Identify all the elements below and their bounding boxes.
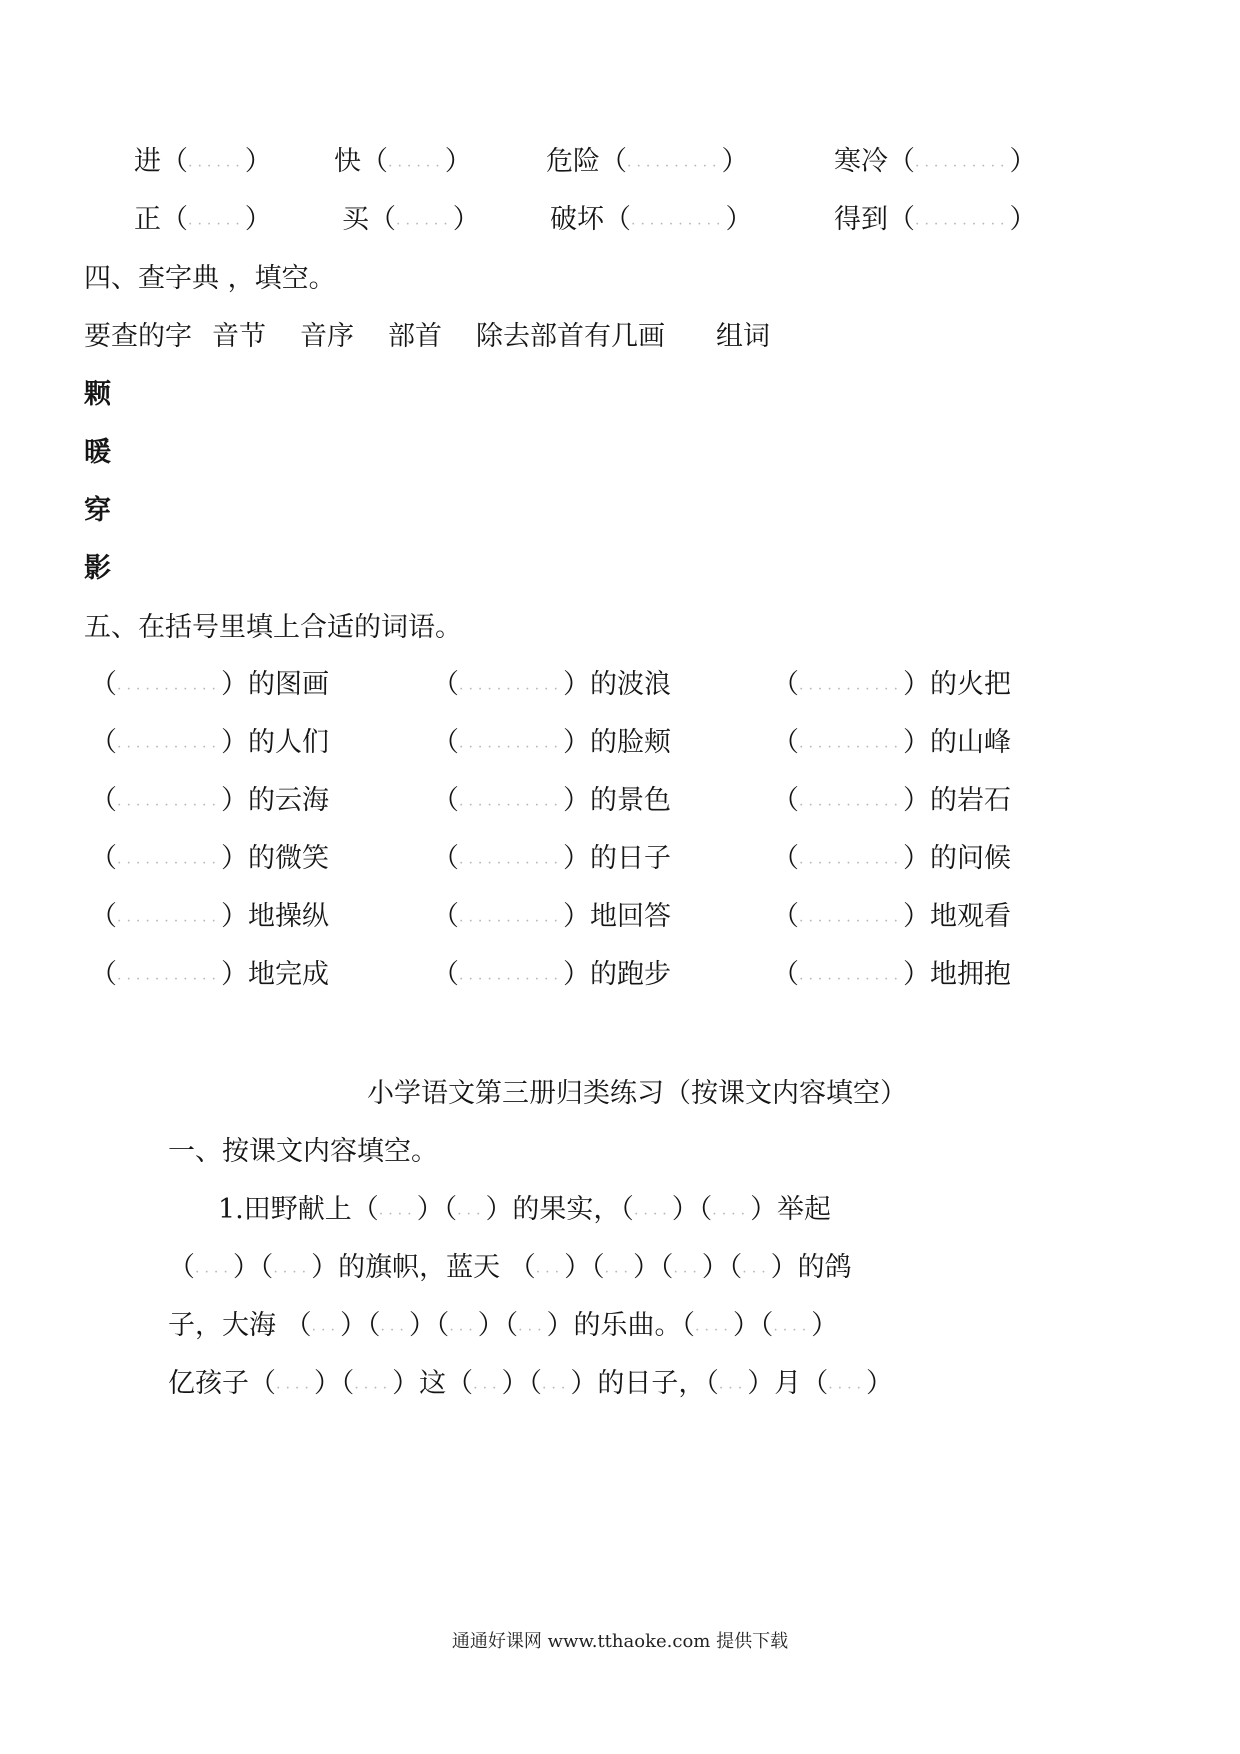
header-syllable: 音节 xyxy=(212,321,266,352)
phrase: 的火把 xyxy=(929,669,1011,700)
text-seg: （ xyxy=(168,1252,195,1283)
text-seg: ）（ xyxy=(564,1252,605,1283)
header-order: 音序 xyxy=(300,321,354,352)
text-seg: ）的旗帜，蓝天 （ xyxy=(311,1252,536,1283)
text-seg: ）这（ xyxy=(392,1368,474,1399)
text-seg: ）（ xyxy=(408,1310,450,1341)
antonym-word: 快 xyxy=(334,146,361,177)
text-seg: ）的日子，（ xyxy=(570,1368,719,1399)
lookup-char: 暖 xyxy=(84,437,111,468)
text-seg: 子，大海 （ xyxy=(168,1310,312,1341)
phrase: 的岩石 xyxy=(929,785,1011,816)
phrase: 的微笑 xyxy=(247,843,329,874)
page-title: 小学语文第三册归类练习（按课文内容填空） xyxy=(367,1078,907,1109)
text-seg: ）月（ xyxy=(747,1368,829,1399)
phrase: 地观看 xyxy=(929,901,1011,932)
fill-line-2: （....）（....）的旗帜，蓝天 （...）（...）（...）（...）的鸽 xyxy=(168,1252,852,1283)
header-words: 组词 xyxy=(716,321,770,352)
text-seg: ）的鸽 xyxy=(770,1252,852,1283)
phrase: 地完成 xyxy=(247,959,329,990)
text-seg: ）（ xyxy=(313,1368,355,1399)
phrase: 的跑步 xyxy=(589,959,671,990)
text-seg: ）举起 xyxy=(750,1194,832,1225)
text-seg: ）（ xyxy=(701,1252,743,1283)
text-seg: ）的果实，（ xyxy=(485,1194,634,1225)
fill-line-3: 子，大海 （...）（...）（...）（...）的乐曲。（....）（....） xyxy=(168,1310,839,1341)
lookup-char: 影 xyxy=(84,553,111,584)
text-seg: ）（ xyxy=(232,1252,274,1283)
phrase: 的日子 xyxy=(589,843,671,874)
phrase: 的波浪 xyxy=(589,669,671,700)
section5-title: 五、在括号里填上合适的词语。 xyxy=(84,612,462,643)
phrase: 地回答 xyxy=(589,901,671,932)
text-seg: ） xyxy=(811,1310,839,1341)
text-seg: ）（ xyxy=(339,1310,381,1341)
text-seg: ） xyxy=(866,1368,894,1399)
header-radical: 部首 xyxy=(388,321,442,352)
text-seg: ）（ xyxy=(671,1194,713,1225)
footer-credit: 通通好课网 www.tthaoke.com 提供下载 xyxy=(451,1631,789,1652)
fill-line-4: 亿孩子（....）（....）这（...）（...）的日子，（...）月（....） xyxy=(168,1368,894,1399)
phrase: 的问候 xyxy=(929,843,1011,874)
section1-title: 一、按课文内容填空。 xyxy=(168,1136,438,1167)
text-seg: ）（ xyxy=(632,1252,674,1283)
antonym-word: 寒冷 xyxy=(834,146,888,177)
text-seg: ）的乐曲。（ xyxy=(546,1310,696,1341)
antonym-word: 破坏 xyxy=(550,204,604,235)
phrase: 的云海 xyxy=(247,785,329,816)
text-seg: ）（ xyxy=(501,1368,542,1399)
header-strokes: 除去部首有几画 xyxy=(476,321,665,352)
phrase: 的山峰 xyxy=(929,727,1011,758)
phrase: 的人们 xyxy=(247,727,329,758)
text-seg: ）（ xyxy=(732,1310,774,1341)
header-char: 要查的字 xyxy=(84,321,192,352)
lookup-char: 颗 xyxy=(84,379,111,410)
lookup-char: 穿 xyxy=(84,495,111,526)
text-seg: ）（ xyxy=(477,1310,519,1341)
phrase: 地拥抱 xyxy=(929,959,1011,990)
antonym-word: 进 xyxy=(134,146,161,177)
phrase: 的图画 xyxy=(247,669,329,700)
phrase: 的脸颊 xyxy=(589,727,671,758)
phrase: 的景色 xyxy=(589,785,671,816)
antonym-word: 危险 xyxy=(546,146,600,177)
antonym-word: 买 xyxy=(342,204,369,235)
antonym-word: 得到 xyxy=(834,204,888,235)
section4-title: 四、查字典 ，填空。 xyxy=(84,263,336,294)
text-seg: 亿孩子（ xyxy=(168,1368,276,1399)
phrase: 地操纵 xyxy=(247,901,329,932)
antonym-word: 正 xyxy=(134,204,161,235)
text-seg: 1.田野献上（ xyxy=(218,1194,379,1225)
text-seg: ）（ xyxy=(416,1194,458,1225)
fill-line-1: 1.田野献上（....）（...）的果实，（....）（....）举起 xyxy=(218,1194,832,1225)
